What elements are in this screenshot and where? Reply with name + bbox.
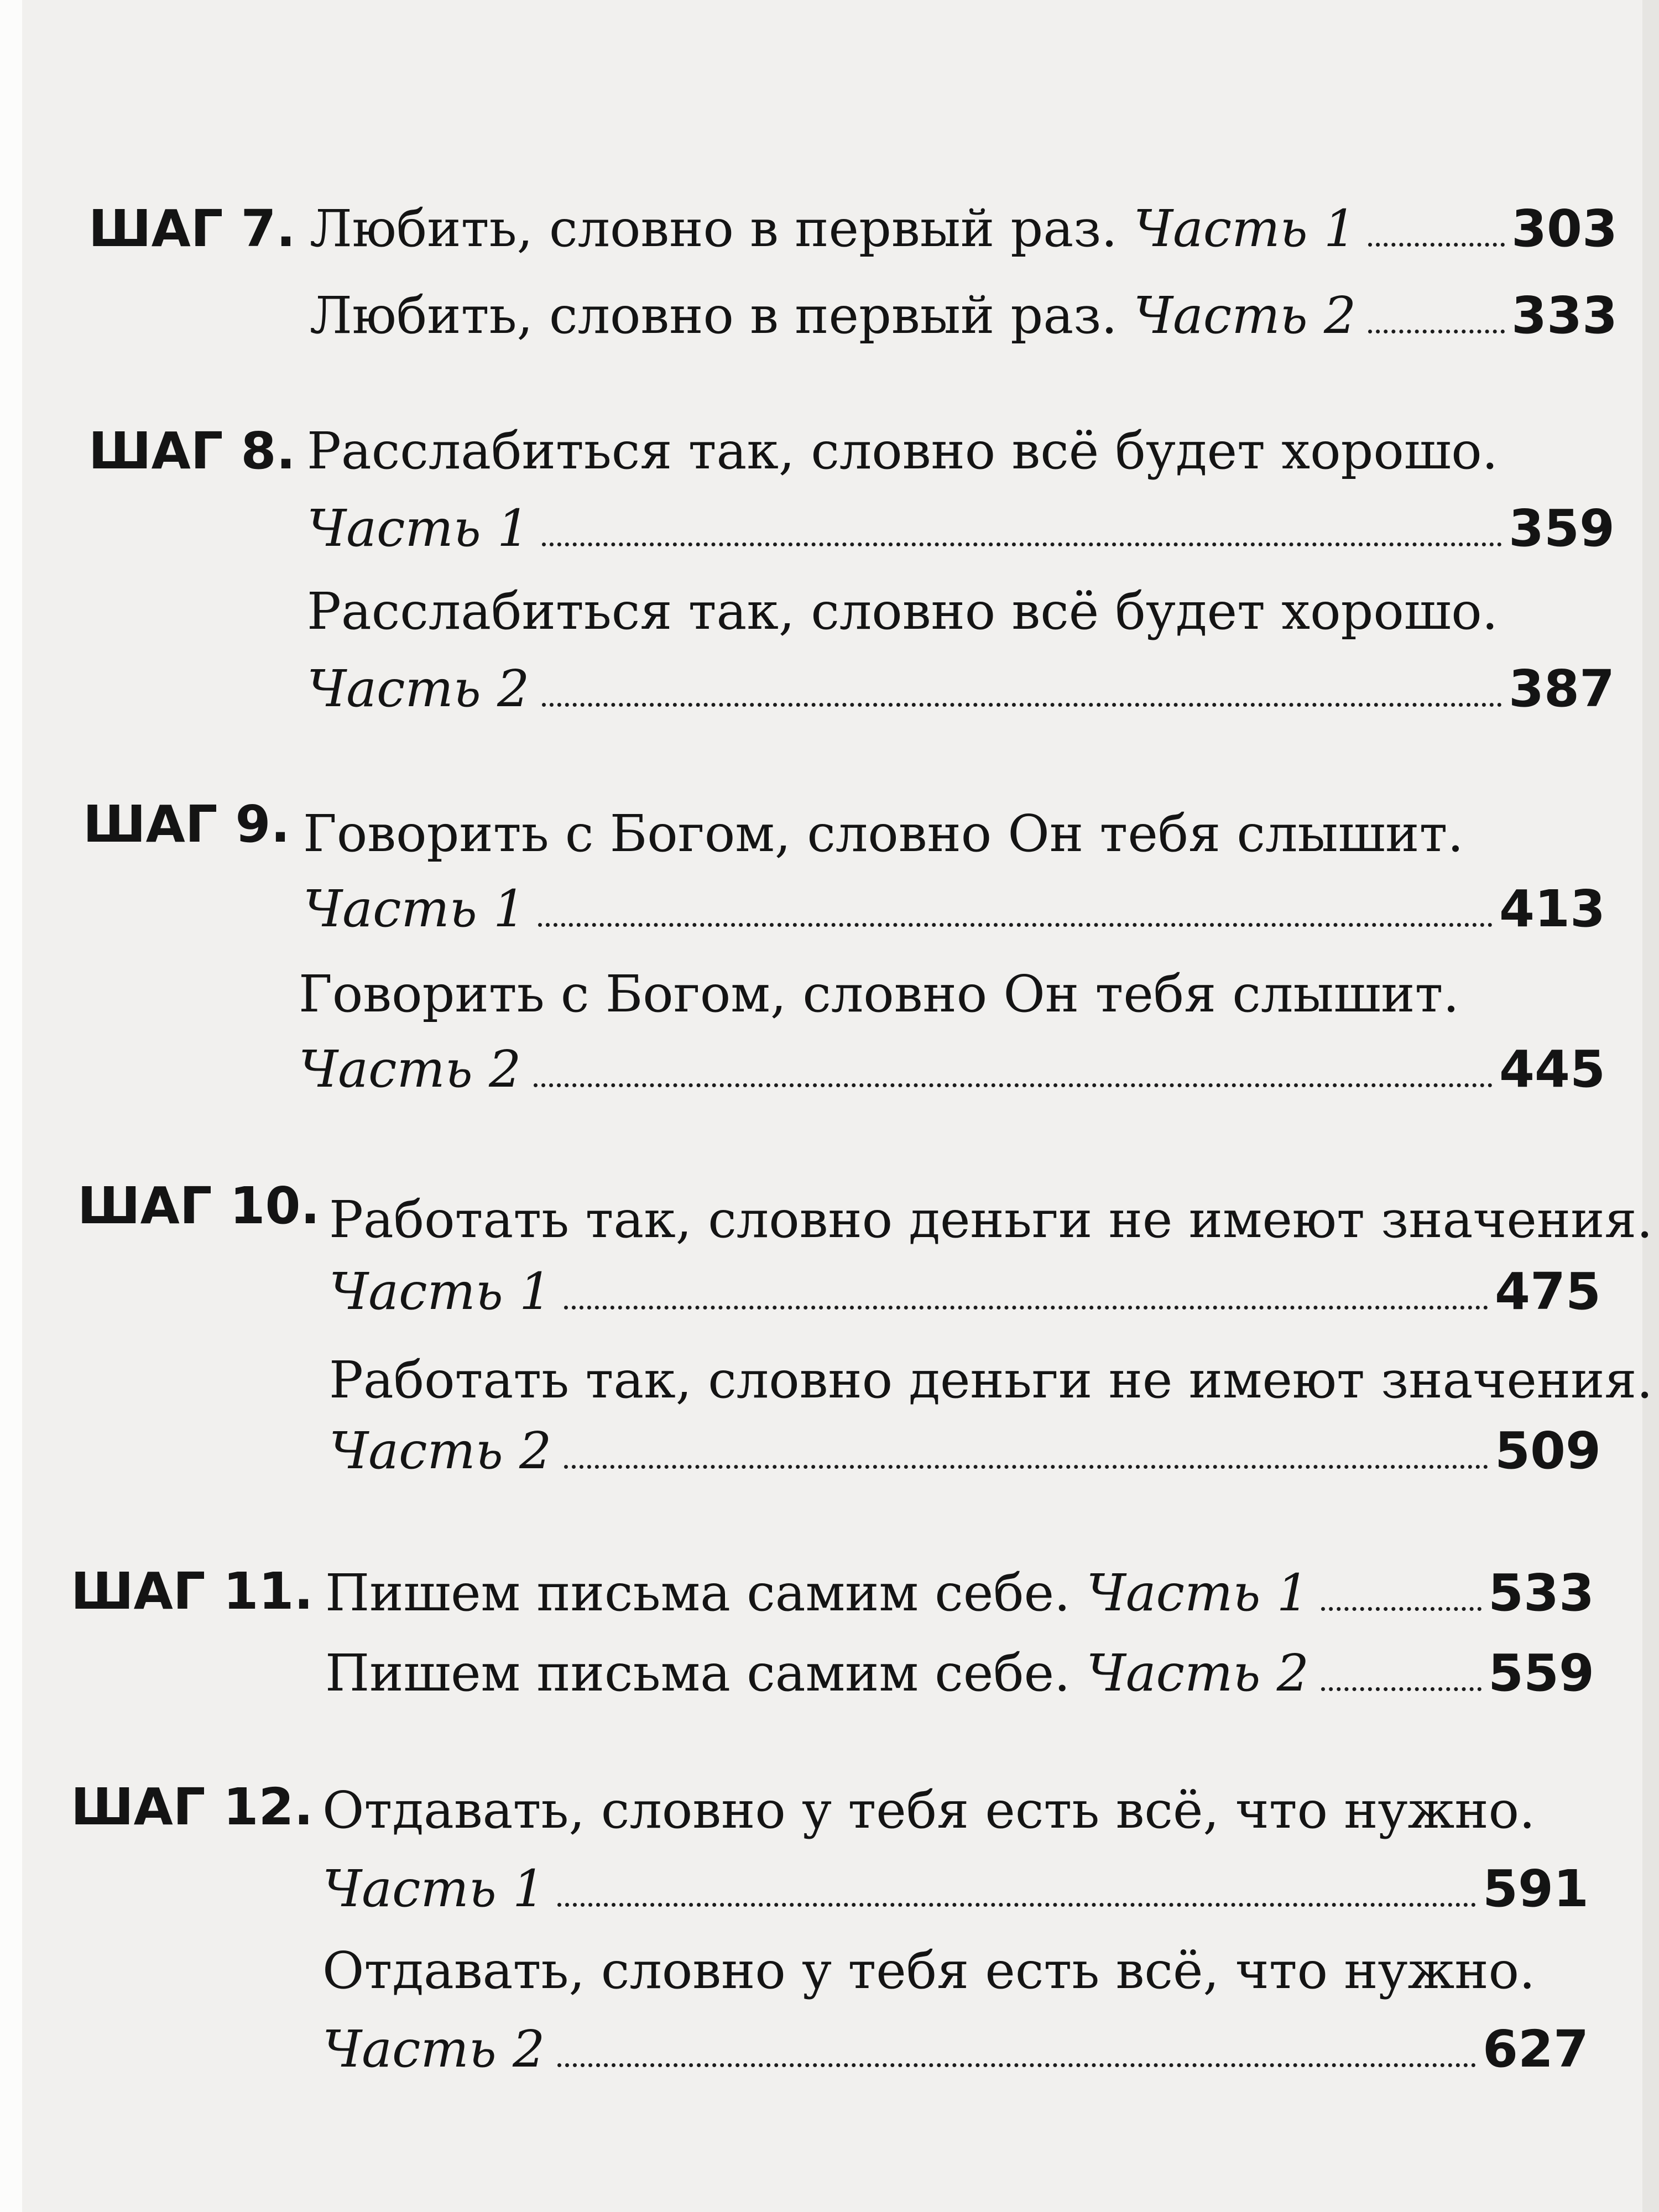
dot-leader (1321, 1687, 1481, 1691)
step-10-label: ШАГ 10. (77, 1176, 320, 1235)
entry-title-step-12-part-1: Отдавать, словно у тебя есть всё, что нужно. (322, 1781, 1536, 1840)
dot-leader (557, 2063, 1476, 2067)
step-8-label: ШАГ 8. (88, 421, 296, 481)
dot-leader (1368, 243, 1505, 247)
toc-entry-step-8-part-2[interactable] (307, 659, 1615, 718)
toc-entry-step-11-part-1[interactable] (325, 1563, 1594, 1623)
dot-leader (564, 1465, 1488, 1469)
entry-title: Пишем письма самим себе. (325, 1563, 1087, 1623)
entry-part: Часть 2 (322, 2020, 545, 2079)
toc-entry-step-10-part-2[interactable] (329, 1421, 1601, 1480)
entry-title-step-8-part-2: Расслабиться так, словно всё будет хорошо. (307, 582, 1498, 641)
page-number: 413 (1499, 879, 1605, 938)
page-number: 627 (1482, 2020, 1589, 2079)
step-9-label: ШАГ 9. (83, 795, 290, 854)
step-11-label: ШАГ 11. (71, 1562, 314, 1621)
page-number: 359 (1508, 499, 1615, 558)
dot-leader (1368, 330, 1505, 333)
entry-title-step-8-part-1: Расслабиться так, словно всё будет хорошо. (307, 421, 1498, 481)
dot-leader (557, 1903, 1476, 1907)
toc-entry-step-7-part-2[interactable] (310, 286, 1618, 345)
toc-entry-step-8-part-1[interactable] (307, 499, 1615, 558)
toc-entry-step-10-part-1[interactable] (329, 1262, 1601, 1321)
dot-leader (542, 542, 1502, 546)
dot-leader (538, 923, 1493, 927)
toc-entry-step-12-part-2[interactable] (322, 2020, 1589, 2079)
entry-part: Часть 1 (329, 1262, 552, 1321)
page-number: 333 (1511, 286, 1618, 345)
step-7-label: ШАГ 7. (88, 199, 296, 258)
toc-entry-step-9-part-1[interactable] (303, 879, 1605, 938)
page-number: 533 (1488, 1563, 1594, 1623)
toc-entry-step-7-part-1[interactable] (310, 199, 1618, 258)
dot-leader (564, 1306, 1488, 1310)
entry-part: Часть 1 (1086, 1563, 1310, 1623)
entry-part: Часть 2 (307, 659, 530, 718)
entry-title-step-12-part-2: Отдавать, словно у тебя есть всё, что нужно. (322, 1941, 1536, 2000)
page-number: 591 (1482, 1859, 1589, 1918)
page-number: 475 (1494, 1262, 1601, 1321)
dot-leader (542, 703, 1502, 707)
page-number: 509 (1494, 1421, 1601, 1480)
entry-part: Часть 1 (307, 499, 530, 558)
entry-title: Любить, словно в первый раз. (310, 199, 1134, 258)
entry-part: Часть 1 (1133, 199, 1357, 258)
toc-entry-step-12-part-1[interactable] (322, 1859, 1589, 1918)
entry-title-step-10-part-2: Работать так, словно деньги не имеют значения. (329, 1350, 1653, 1410)
entry-part: Часть 1 (322, 1859, 545, 1918)
page-number: 387 (1508, 659, 1615, 718)
entry-part: Часть 2 (329, 1421, 552, 1480)
entry-part: Часть 2 (1133, 286, 1357, 345)
entry-title: Пишем письма самим себе. (325, 1644, 1087, 1703)
dot-leader (534, 1083, 1493, 1087)
page-number: 559 (1488, 1644, 1594, 1703)
entry-part: Часть 1 (303, 879, 526, 938)
entry-title-step-10-part-1: Работать так, словно деньги не имеют значения. (329, 1190, 1653, 1249)
dot-leader (1321, 1607, 1481, 1611)
page-number: 445 (1499, 1040, 1605, 1099)
toc-entry-step-11-part-2[interactable] (325, 1644, 1594, 1703)
entry-title: Любить, словно в первый раз. (310, 286, 1134, 345)
page-number: 303 (1511, 199, 1618, 258)
entry-part: Часть 2 (1086, 1644, 1310, 1703)
entry-title-step-9-part-2: Говорить с Богом, словно Он тебя слышит. (299, 964, 1459, 1024)
entry-title-step-9-part-1: Говорить с Богом, словно Он тебя слышит. (303, 804, 1464, 863)
toc-entry-step-9-part-2[interactable] (299, 1040, 1605, 1099)
entry-part: Часть 2 (299, 1040, 521, 1099)
step-12-label: ШАГ 12. (71, 1777, 314, 1837)
